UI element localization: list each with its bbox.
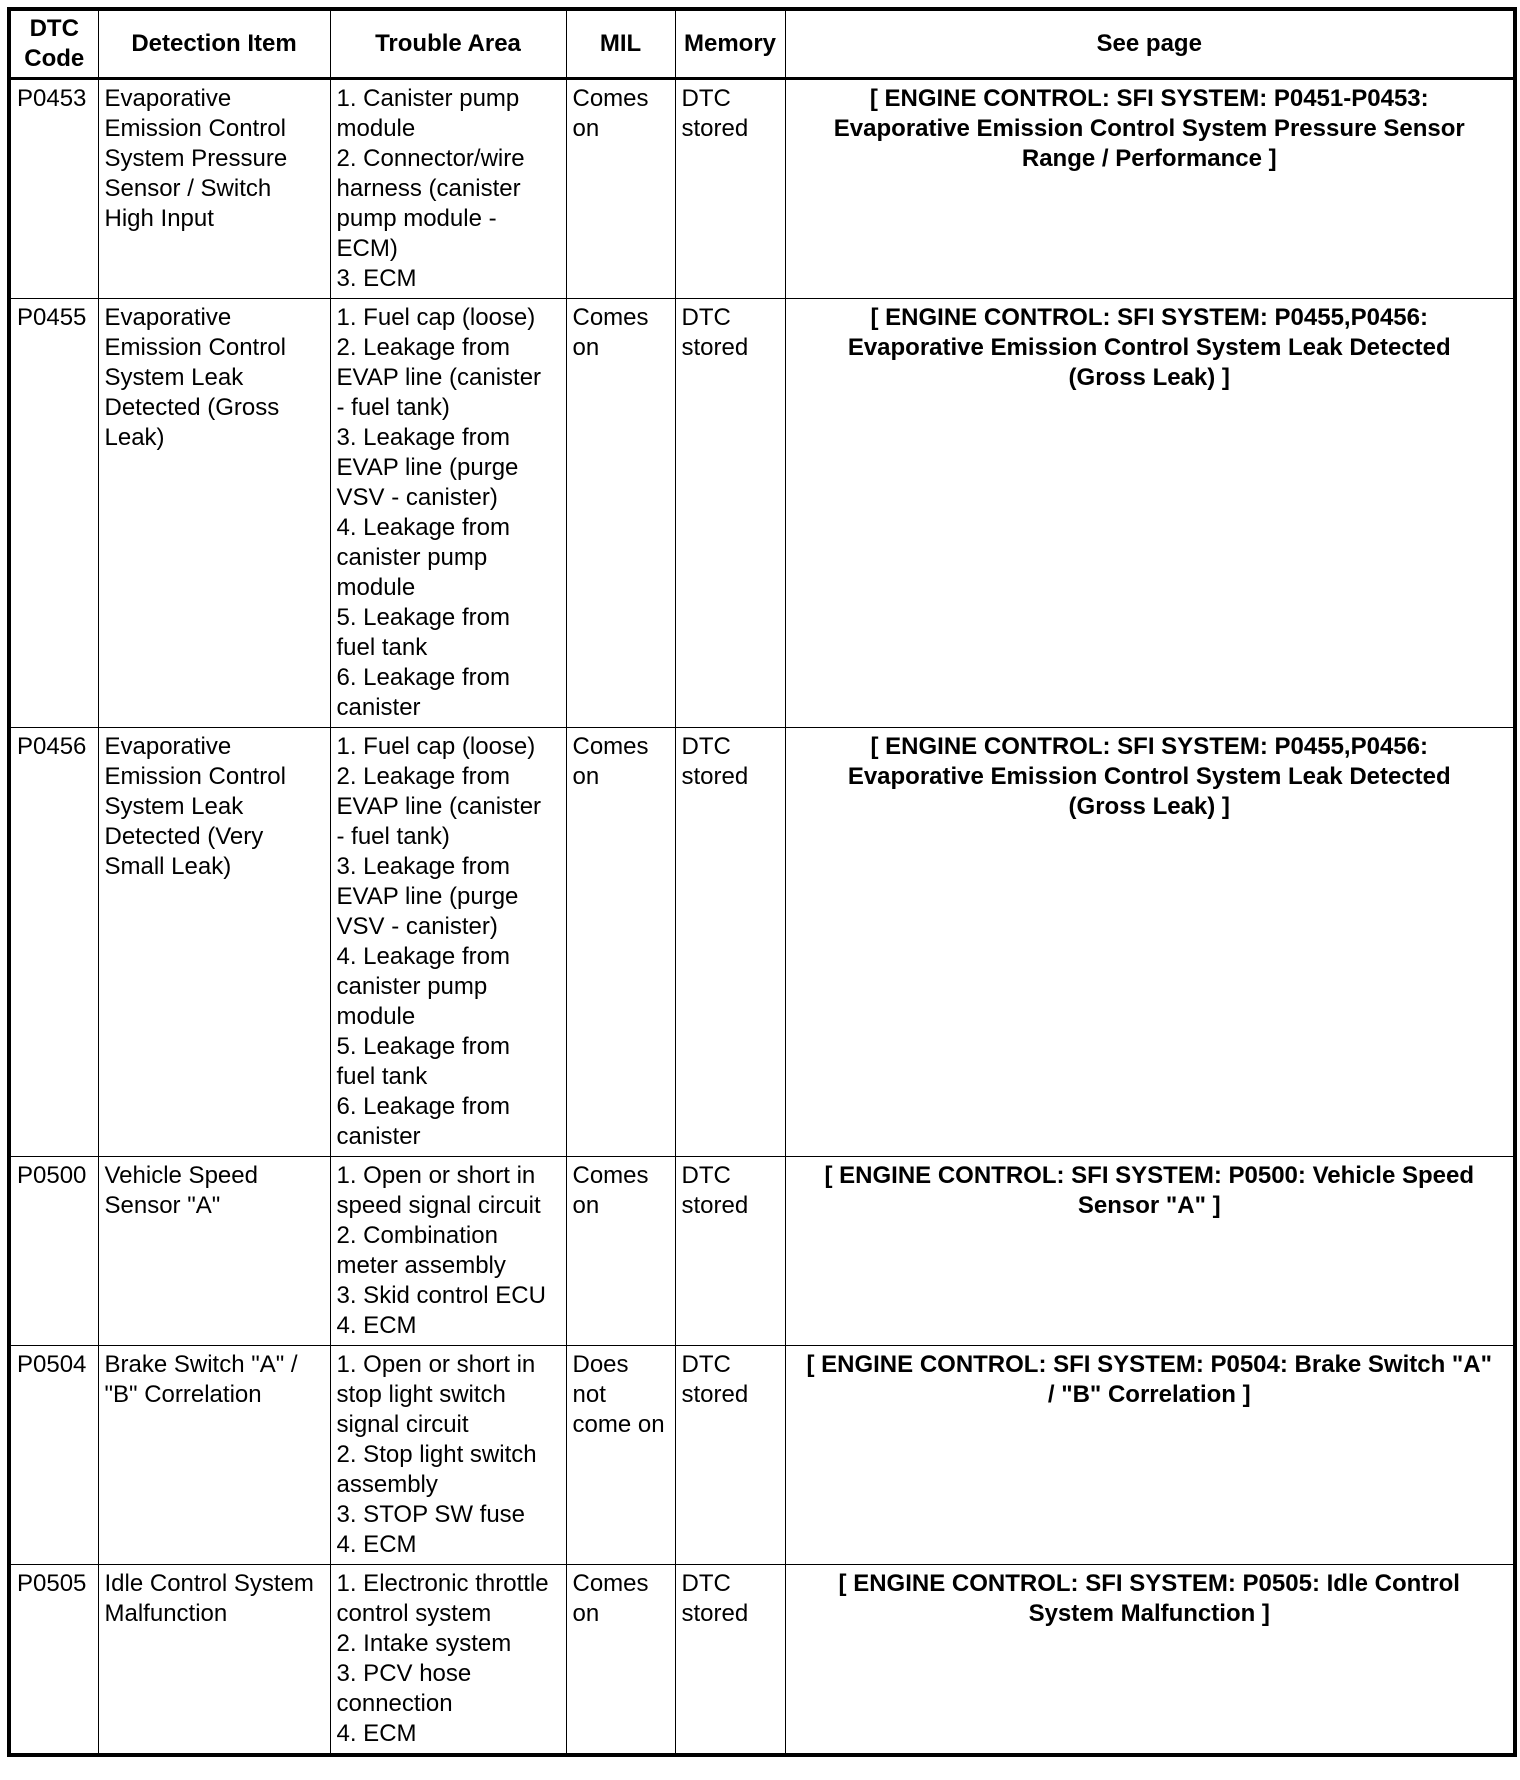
cell-mil: Comes on bbox=[566, 79, 675, 299]
cell-trouble-area: 1. Open or short in speed signal circuit 2. Combination meter assembly 3. Skid control ECU 4. ECM bbox=[330, 1157, 566, 1346]
cell-detection-item: Evaporative Emission Control System Leak Detected (Gross Leak) bbox=[98, 299, 330, 728]
cell-memory: DTC stored bbox=[675, 1565, 785, 1756]
header-row bbox=[9, 9, 1515, 79]
cell-see-page-link[interactable]: [ ENGINE CONTROL: SFI SYSTEM: P0455,P0456: Evaporative Emission Control System Leak Detected (Gross Leak) ] bbox=[785, 728, 1515, 1157]
cell-see-page-link[interactable]: [ ENGINE CONTROL: SFI SYSTEM: P0451-P0453: Evaporative Emission Control System Pressure Sensor Range / Performance ] bbox=[785, 79, 1515, 299]
table-row bbox=[9, 299, 1515, 728]
cell-dtc-code: P0500 bbox=[9, 1157, 98, 1346]
cell-trouble-area: 1. Open or short in stop light switch signal circuit 2. Stop light switch assembly 3. STOP SW fuse 4. ECM bbox=[330, 1346, 566, 1565]
cell-trouble-area: 1. Fuel cap (loose) 2. Leakage from EVAP line (canister - fuel tank) 3. Leakage from EVAP line (purge VSV - canister) 4. Leakage from canister pump module 5. Leakage from fuel tank 6. Leakage from canister bbox=[330, 728, 566, 1157]
table-row bbox=[9, 728, 1515, 1157]
header-memory: Memory bbox=[675, 9, 785, 79]
table-row bbox=[9, 1157, 1515, 1346]
table-header bbox=[9, 9, 1515, 79]
cell-memory: DTC stored bbox=[675, 728, 785, 1157]
cell-dtc-code: P0453 bbox=[9, 79, 98, 299]
cell-trouble-area: 1. Fuel cap (loose) 2. Leakage from EVAP line (canister - fuel tank) 3. Leakage from EVAP line (purge VSV - canister) 4. Leakage from canister pump module 5. Leakage from fuel tank 6. Leakage from canister bbox=[330, 299, 566, 728]
cell-mil: Comes on bbox=[566, 1565, 675, 1756]
table-row bbox=[9, 1346, 1515, 1565]
cell-memory: DTC stored bbox=[675, 299, 785, 728]
cell-memory: DTC stored bbox=[675, 1157, 785, 1346]
cell-dtc-code: P0505 bbox=[9, 1565, 98, 1756]
table-body bbox=[9, 79, 1515, 1756]
cell-detection-item: Brake Switch "A" / "B" Correlation bbox=[98, 1346, 330, 1565]
header-dtc-code: DTC Code bbox=[9, 9, 98, 79]
header-see-page: See page bbox=[785, 9, 1515, 79]
cell-trouble-area: 1. Electronic throttle control system 2. Intake system 3. PCV hose connection 4. ECM bbox=[330, 1565, 566, 1756]
cell-see-page-link[interactable]: [ ENGINE CONTROL: SFI SYSTEM: P0504: Brake Switch "A" / "B" Correlation ] bbox=[785, 1346, 1515, 1565]
cell-detection-item: Evaporative Emission Control System Leak Detected (Very Small Leak) bbox=[98, 728, 330, 1157]
cell-see-page-link[interactable]: [ ENGINE CONTROL: SFI SYSTEM: P0500: Vehicle Speed Sensor "A" ] bbox=[785, 1157, 1515, 1346]
cell-trouble-area: 1. Canister pump module 2. Connector/wire harness (canister pump module - ECM) 3. ECM bbox=[330, 79, 566, 299]
header-mil: MIL bbox=[566, 9, 675, 79]
cell-detection-item: Evaporative Emission Control System Pressure Sensor / Switch High Input bbox=[98, 79, 330, 299]
cell-see-page-link[interactable]: [ ENGINE CONTROL: SFI SYSTEM: P0505: Idle Control System Malfunction ] bbox=[785, 1565, 1515, 1756]
cell-dtc-code: P0504 bbox=[9, 1346, 98, 1565]
cell-dtc-code: P0455 bbox=[9, 299, 98, 728]
header-trouble-area: Trouble Area bbox=[330, 9, 566, 79]
cell-detection-item: Idle Control System Malfunction bbox=[98, 1565, 330, 1756]
table-row bbox=[9, 1565, 1515, 1756]
cell-mil: Comes on bbox=[566, 1157, 675, 1346]
header-detection-item: Detection Item bbox=[98, 9, 330, 79]
cell-memory: DTC stored bbox=[675, 1346, 785, 1565]
cell-see-page-link[interactable]: [ ENGINE CONTROL: SFI SYSTEM: P0455,P0456: Evaporative Emission Control System Leak Detected (Gross Leak) ] bbox=[785, 299, 1515, 728]
cell-memory: DTC stored bbox=[675, 79, 785, 299]
cell-mil: Does not come on bbox=[566, 1346, 675, 1565]
dtc-table bbox=[7, 7, 1517, 1757]
cell-mil: Comes on bbox=[566, 299, 675, 728]
cell-mil: Comes on bbox=[566, 728, 675, 1157]
cell-detection-item: Vehicle Speed Sensor "A" bbox=[98, 1157, 330, 1346]
cell-dtc-code: P0456 bbox=[9, 728, 98, 1157]
table-row bbox=[9, 79, 1515, 299]
